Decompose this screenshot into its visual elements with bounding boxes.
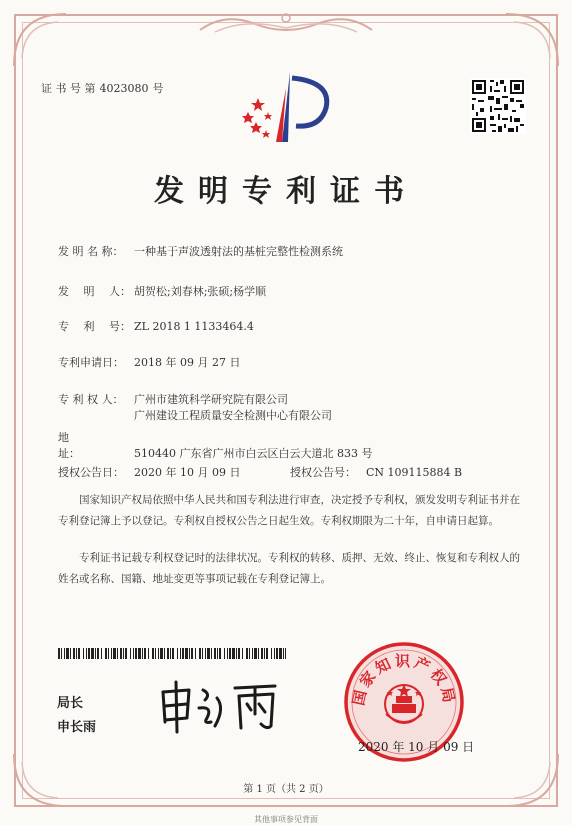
field-label: 专 利 号： [58, 320, 131, 333]
barcode-bar [160, 648, 163, 659]
handwritten-signature [155, 678, 290, 736]
barcode-bar [249, 648, 250, 659]
top-ornament [195, 10, 377, 38]
barcode-bar [86, 648, 87, 659]
barcode-bar [111, 648, 112, 659]
barcode-bar [261, 648, 263, 659]
certificate-legal-note: 专利证书记载专利权登记时的法律状况。专利权的转移、质押、无效、终止、恢复和专利权人的姓名或名称、国籍、地址变更等事项记载在专利登记簿上。 [58, 552, 520, 585]
field-label: 专利申请日： [58, 356, 124, 369]
page-number: 第 1 页（共 2 页） [243, 784, 329, 795]
barcode-bar [123, 648, 124, 659]
barcode-bar [207, 648, 210, 659]
barcode-bar [236, 648, 237, 659]
barcode-bar [58, 648, 60, 659]
certificate-number-label: 证 书 号 第 [41, 82, 96, 95]
field-patent-number [58, 318, 254, 334]
field-label: 专 利 权 人： [58, 393, 124, 406]
field-application-date [58, 354, 240, 370]
signatory-title: 局长 [57, 696, 84, 711]
barcode-bar [205, 648, 206, 659]
barcode-bar [283, 648, 284, 659]
barcode-bar [264, 648, 265, 659]
field-patentee-second [134, 407, 332, 423]
barcode-bar [73, 648, 75, 659]
barcode-bar [117, 648, 118, 659]
barcode-bar [133, 648, 134, 659]
field-value: ZL 2018 1 1133464.4 [134, 320, 254, 333]
barcode-bar [158, 648, 159, 659]
certificate-number-value: 4023080 [99, 82, 149, 95]
field-label: 地 址： [58, 431, 113, 460]
svg-text:国家知识产权局: 国家知识产权局 [349, 652, 459, 708]
barcode-bar [185, 648, 188, 659]
barcode-bar [189, 648, 190, 659]
barcode-bar [227, 648, 228, 659]
barcode-bar [202, 648, 203, 659]
barcode-bar [95, 648, 96, 659]
barcode-bar [78, 648, 80, 659]
barcode-bar [170, 648, 171, 659]
barcode-bar [66, 648, 69, 659]
field-value: 广州市建筑科学研究院有限公司 [134, 393, 288, 406]
field-inventors [58, 283, 266, 299]
barcode-bar [279, 648, 282, 659]
field-value: 2018 年 09 月 27 日 [134, 356, 241, 369]
barcode-bar [88, 648, 90, 659]
barcode-bar [217, 648, 218, 659]
barcode-bar [219, 648, 221, 659]
barcode-bar [120, 648, 122, 659]
barcode-bar [242, 648, 243, 659]
certificate-statement: 国家知识产权局依照中华人民共和国专利法进行审查，决定授予专利权，颁发发明专利证书并在专利登记簿上予以登记。专利权自授权公告之日起生效。专利权期限为二十年，自申请日起算。 [58, 494, 520, 527]
footer-note: 其他事项参见背面 [254, 815, 318, 824]
barcode-bar [97, 648, 99, 659]
barcode-bar [254, 648, 257, 659]
barcode-bar [135, 648, 137, 659]
field-value: 广州建设工程质量安全检测中心有限公司 [134, 409, 332, 422]
barcode-bar [172, 648, 174, 659]
barcode-bar [76, 648, 77, 659]
certificate-number [41, 80, 164, 96]
barcode-bar [180, 648, 181, 659]
barcode-bar [148, 648, 149, 659]
corner-ornament-top-left [10, 10, 70, 70]
barcode-bar [164, 648, 165, 659]
qr-code [470, 78, 526, 134]
signatory-name: 申长雨 [57, 720, 97, 735]
field-label: 发 明 人： [58, 285, 131, 298]
barcode-bar [125, 648, 127, 659]
barcode-bar [101, 648, 102, 659]
field-value: 510440 广东省广州市白云区白云大道北 833 号 [134, 447, 373, 460]
barcode [58, 648, 286, 659]
certificate-number-suffix: 号 [152, 82, 164, 95]
barcode-bar [64, 648, 65, 659]
barcode-bar [274, 648, 275, 659]
field-value: 2020 年 10 月 09 日 [134, 466, 241, 479]
barcode-bar [138, 648, 141, 659]
corner-ornament-top-right [502, 10, 562, 70]
field-label: 授权公告日： [58, 466, 124, 479]
barcode-bar [266, 648, 268, 659]
barcode-bar [246, 648, 248, 659]
barcode-bar [285, 648, 286, 659]
field-address [58, 429, 372, 461]
field-patentee [58, 391, 288, 407]
barcode-bar [91, 648, 94, 659]
barcode-bar [144, 648, 146, 659]
field-label: 授权公告号： [290, 466, 356, 479]
barcode-bar [142, 648, 143, 659]
barcode-bar [252, 648, 253, 659]
field-grant-date [58, 464, 240, 480]
field-value: 胡贺松;刘春林;张硕;杨学顺 [134, 285, 267, 298]
barcode-bar [177, 648, 178, 659]
barcode-bar [108, 648, 109, 659]
barcode-bar [130, 648, 131, 659]
barcode-bar [70, 648, 71, 659]
field-label: 发 明 名 称： [58, 245, 124, 258]
barcode-bar [238, 648, 240, 659]
seal-date: 2020 年 10 月 09 日 [358, 740, 475, 754]
barcode-bar [83, 648, 84, 659]
barcode-bar [113, 648, 116, 659]
field-value: 一种基于声波透射法的基桩完整性检测系统 [134, 245, 343, 258]
field-invention-name [58, 243, 343, 259]
field-value: CN 109115884 B [366, 466, 463, 479]
barcode-bar [229, 648, 231, 659]
certificate-title: 发明专利证书 [154, 174, 418, 209]
barcode-bar [211, 648, 212, 659]
barcode-bar [232, 648, 235, 659]
field-grant-number [290, 464, 462, 480]
barcode-bar [214, 648, 216, 659]
barcode-bar [195, 648, 196, 659]
barcode-bar [258, 648, 259, 659]
barcode-bar [155, 648, 156, 659]
barcode-bar [199, 648, 201, 659]
barcode-bar [61, 648, 62, 659]
barcode-bar [224, 648, 225, 659]
barcode-bar [271, 648, 272, 659]
barcode-bar [152, 648, 154, 659]
cnipa-logo [240, 68, 335, 148]
barcode-bar [276, 648, 278, 659]
barcode-bar [191, 648, 193, 659]
barcode-bar [105, 648, 107, 659]
barcode-bar [182, 648, 184, 659]
barcode-bar [167, 648, 169, 659]
